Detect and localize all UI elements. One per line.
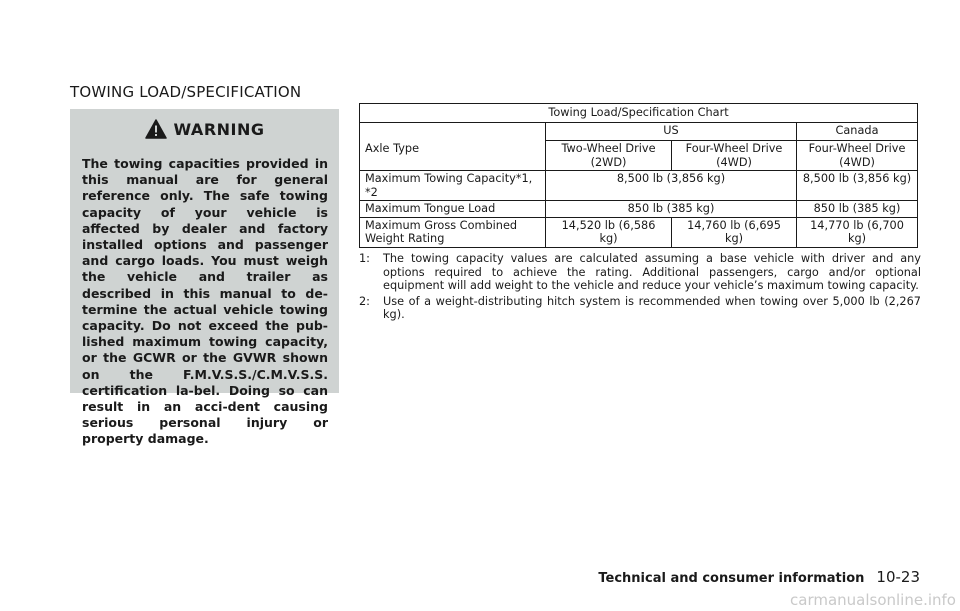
table-row: [360, 201, 918, 218]
gcwr-us-4wd: 14,760 lb (6,695 kg): [672, 217, 797, 247]
gcwr-us-2wd: 14,520 lb (6,586 kg): [546, 217, 672, 247]
gcwr-label: Maximum Gross Combined Weight Rating: [360, 217, 546, 247]
towing-capacity-label: Maximum Towing Capacity*1, *2: [360, 171, 546, 201]
table-row: [360, 122, 918, 141]
footnote-number: 1:: [359, 252, 370, 265]
footnote-number: 2:: [359, 294, 370, 308]
warning-header: [70, 119, 339, 139]
footnote-2: [359, 295, 921, 322]
axle-us-2wd: Two-Wheel Drive (2WD): [546, 141, 672, 171]
table-row: [360, 141, 918, 171]
region-canada-header: Canada: [797, 122, 918, 141]
footnote-text: Use of a weight-distributing hitch system is recommended when towing over 5,000 lb (2,267 kg).: [383, 294, 921, 322]
warning-label: WARNING: [173, 119, 265, 139]
table-row: [360, 171, 918, 201]
tongue-load-us: 850 lb (385 kg): [546, 201, 797, 218]
warning-text: The towing capacities provided in this manual are for general reference only. The safe towing capacity of your vehicle is affected by dealer and factory installed options and passenger and cargo loads. You must weigh the vehicle and trailer as described in this manual to de-termine the actual vehicle towing capacity. Do not exceed the pub-lished maximum towing capacity, or the GCWR or the GVWR shown on the F.M.V.S.S./C.M.V.S.S. certification la-bel. Doing so can result in an acci-dent causing serious personal injury or property damage.: [82, 156, 328, 447]
towing-capacity-us: 8,500 lb (3,856 kg): [546, 171, 797, 201]
gcwr-ca-4wd: 14,770 lb (6,700 kg): [797, 217, 918, 247]
tongue-load-ca: 850 lb (385 kg): [797, 201, 918, 218]
footnotes: [359, 252, 921, 324]
tongue-load-label: Maximum Tongue Load: [360, 201, 546, 218]
warning-box: [70, 109, 339, 447]
axle-ca-4wd: Four-Wheel Drive (4WD): [797, 141, 918, 171]
towing-capacity-ca: 8,500 lb (3,856 kg): [797, 171, 918, 201]
table-caption-row: [360, 104, 918, 123]
page-number: 10-23: [876, 568, 920, 586]
section-title: TOWING LOAD/SPECIFICATION: [70, 83, 302, 101]
axle-type-label: Axle Type: [360, 141, 546, 171]
table-caption: Towing Load/Specification Chart: [360, 104, 918, 123]
region-us-header: US: [546, 122, 797, 141]
footnote-text: The towing capacity values are calculated assuming a base vehicle with driver and any options required to achieve the rating. Additional passengers, cargo and/or optional equipment will add weight to the vehicle and reduce your vehicle’s maximum towing capacity.: [383, 252, 921, 293]
table-row: [360, 217, 918, 247]
towing-spec-chart: [359, 103, 917, 248]
table-cell-empty: [360, 122, 546, 141]
watermark: carmanualsonline.info: [790, 591, 956, 609]
axle-us-4wd: Four-Wheel Drive (4WD): [672, 141, 797, 171]
page-footer: [598, 568, 920, 586]
warning-triangle-icon: [145, 119, 167, 139]
towing-spec-table: [359, 103, 918, 248]
footnote-1: [359, 252, 921, 293]
footer-section-title: Technical and consumer information: [598, 571, 865, 586]
